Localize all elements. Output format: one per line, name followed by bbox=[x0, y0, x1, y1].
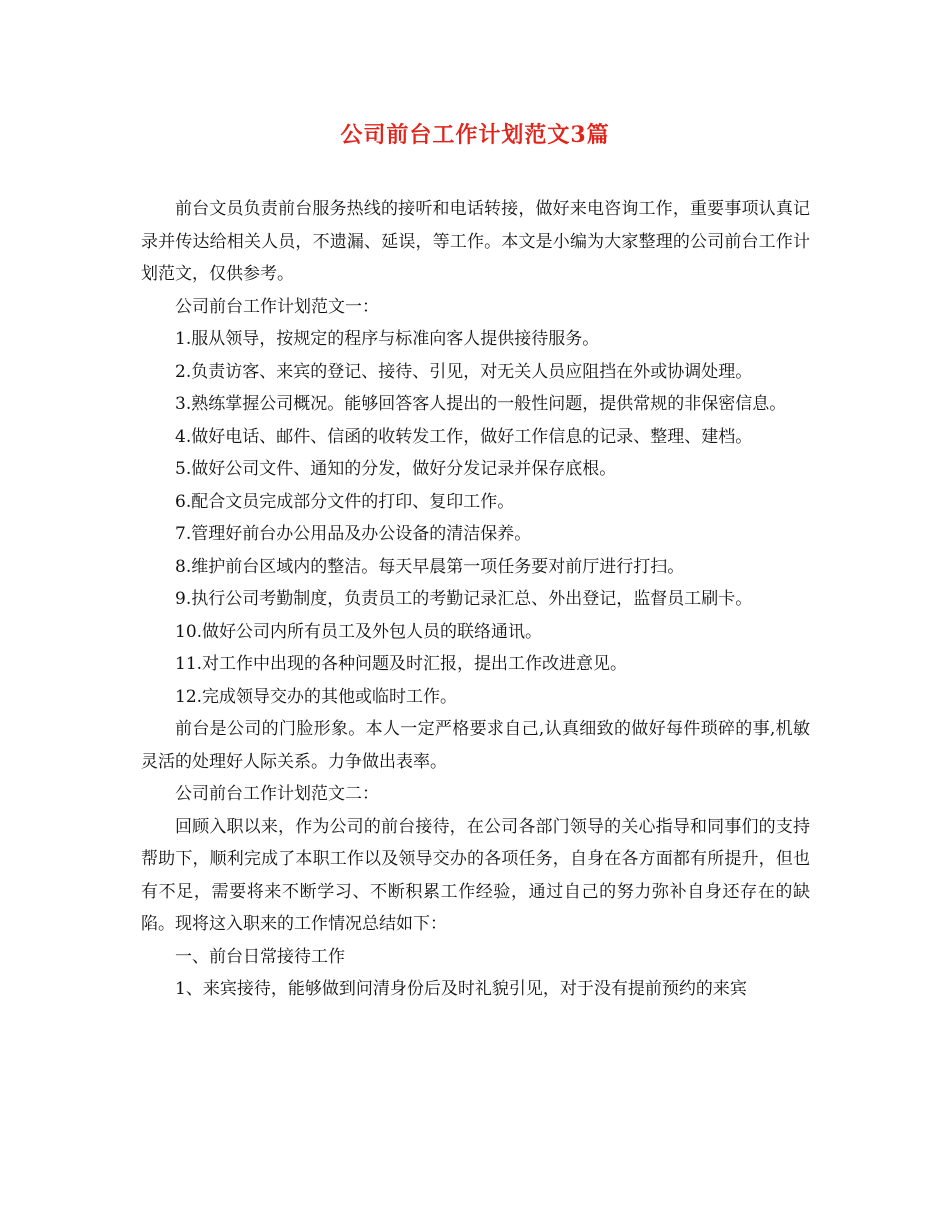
document-body bbox=[141, 193, 810, 1006]
document-title: 公司前台工作计划范文3篇 bbox=[340, 122, 610, 148]
paragraph-item-5: 5.做好公司文件、通知的分发，做好分发记录并保存底根。 bbox=[175, 459, 617, 479]
paragraph-item-3: 3.熟练掌握公司概况。能够回答客人提出的一般性问题，提供常规的非保密信息。 bbox=[175, 394, 787, 414]
paragraph-reception-item-1: 1、来宾接待，能够做到问清身份后及时礼貌引见，对于没有提前预约的来宾 bbox=[175, 979, 747, 999]
paragraph-item-4: 4.做好电话、邮件、信函的收转发工作，做好工作信息的记录、整理、建档。 bbox=[175, 426, 753, 447]
paragraph-item-11: 11.对工作中出现的各种问题及时汇报，提出工作改进意见。 bbox=[175, 654, 628, 674]
paragraph-subheading-reception: 一、前台日常接待工作 bbox=[175, 946, 345, 967]
paragraph-review: 回顾入职以来，作为公司的前台接待，在公司各部门领导的关心指导和同事们的支持帮助下，顺利完成了本职工作以及领导交办的各项任务，自身在各方面都有所提升，但也有不足，需要将来不断学习、不断积累工作经验，通过自己的努力弥补自身还存在的缺陷。现将这入职来的工作情况总结如下： bbox=[141, 816, 810, 934]
paragraph-item-2: 2.负责访客、来宾的登记、接待、引见，对无关人员应阻挡在外或协调处理。 bbox=[175, 361, 753, 382]
paragraph-item-7: 7.管理好前台办公用品及办公设备的清洁保养。 bbox=[175, 524, 532, 544]
paragraph-summary-one: 前台是公司的门脸形象。本人一定严格要求自己,认真细致的做好每件琐碎的事,机敏灵活的处理好人际关系。力争做出表率。 bbox=[141, 719, 810, 772]
paragraph-section-two-heading: 公司前台工作计划范文二： bbox=[175, 784, 379, 804]
paragraph-item-1: 1.服从领导，按规定的程序与标准向客人提供接待服务。 bbox=[175, 329, 600, 349]
paragraph-item-10: 10.做好公司内所有员工及外包人员的联络通讯。 bbox=[175, 621, 543, 642]
paragraph-item-8: 8.维护前台区域内的整洁。每天早晨第一项任务要对前厅进行打扫。 bbox=[175, 556, 685, 577]
paragraph-item-6: 6.配合文员完成部分文件的打印、复印工作。 bbox=[175, 491, 515, 512]
paragraph-item-12: 12.完成领导交办的其他或临时工作。 bbox=[175, 686, 458, 707]
paragraph-section-one-heading: 公司前台工作计划范文一： bbox=[175, 296, 379, 317]
paragraph-item-9: 9.执行公司考勤制度，负责员工的考勤记录汇总、外出登记，监督员工刷卡。 bbox=[175, 589, 753, 609]
paragraph-intro: 前台文员负责前台服务热线的接听和电话转接，做好来电咨询工作，重要事项认真记录并传达给相关人员，不遗漏、延误，等工作。本文是小编为大家整理的公司前台工作计划范文，仅供参考。 bbox=[141, 199, 810, 284]
